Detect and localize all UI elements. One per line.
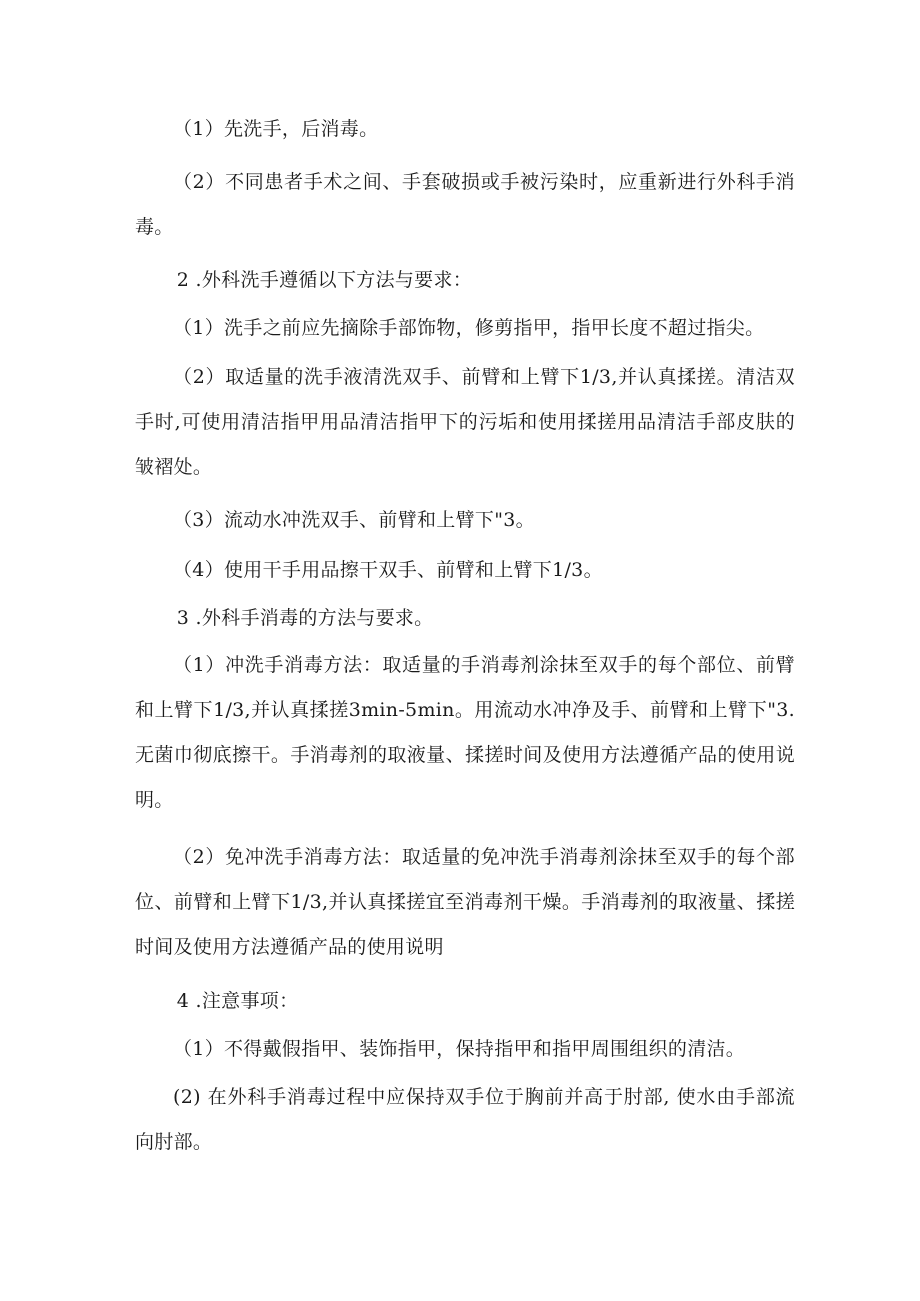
section-heading-4: 4 .注意事项： bbox=[176, 990, 299, 1012]
paragraph-4-1: （1）不得戴假指甲、装饰指甲，保持指甲和指甲周围组织的清洁。 bbox=[173, 1038, 746, 1060]
paragraph-4-2: (2) 在外科手消毒过程中应保持双手位于胸前并高于肘部, 使水由手部流向肘部。 bbox=[135, 1086, 795, 1153]
paragraph-2-4: （4）使用干手用品擦干双手、前臂和上臂下1/3。 bbox=[173, 559, 603, 581]
paragraph-1-2: （2）不同患者手术之间、手套破损或手被污染时，应重新进行外科手消毒。 bbox=[135, 171, 795, 238]
section-heading-3: 3 .外科手消毒的方法与要求。 bbox=[176, 607, 434, 629]
section-heading-2: 2 .外科洗手遵循以下方法与要求： bbox=[176, 269, 473, 291]
paragraph-2-1: （1）洗手之前应先摘除手部饰物，修剪指甲，指甲长度不超过指尖。 bbox=[173, 317, 765, 339]
paragraph-1-1: （1）先洗手，后消毒。 bbox=[173, 118, 379, 140]
paragraph-3-2: （2）免冲洗手消毒方法：取适量的免冲洗手消毒剂涂抹至双手的每个部位、前臂和上臂下1/3,并认真揉搓宜至消毒剂干燥。手消毒剂的取液量、揉搓时间及使用方法遵循产品的使用说明 bbox=[135, 846, 795, 958]
paragraph-2-2: （2）取适量的洗手液清洗双手、前臂和上臂下1/3,并认真揉搓。清洁双手时,可使用清洁指甲用品清洁指甲下的污垢和使用揉搓用品清洁手部皮肤的皱褶处。 bbox=[135, 366, 795, 478]
paragraph-2-3: （3）流动水冲洗双手、前臂和上臂下"3。 bbox=[173, 509, 535, 531]
paragraph-3-1: （1）冲洗手消毒方法：取适量的手消毒剂涂抹至双手的每个部位、前臂和上臂下1/3,并认真揉搓3min-5min。用流动水冲净及手、前臂和上臂下"3. 无菌巾彻底擦干。手消毒剂的取液量、揉搓时间及使用方法遵循产品的使用说明。 bbox=[135, 654, 795, 811]
